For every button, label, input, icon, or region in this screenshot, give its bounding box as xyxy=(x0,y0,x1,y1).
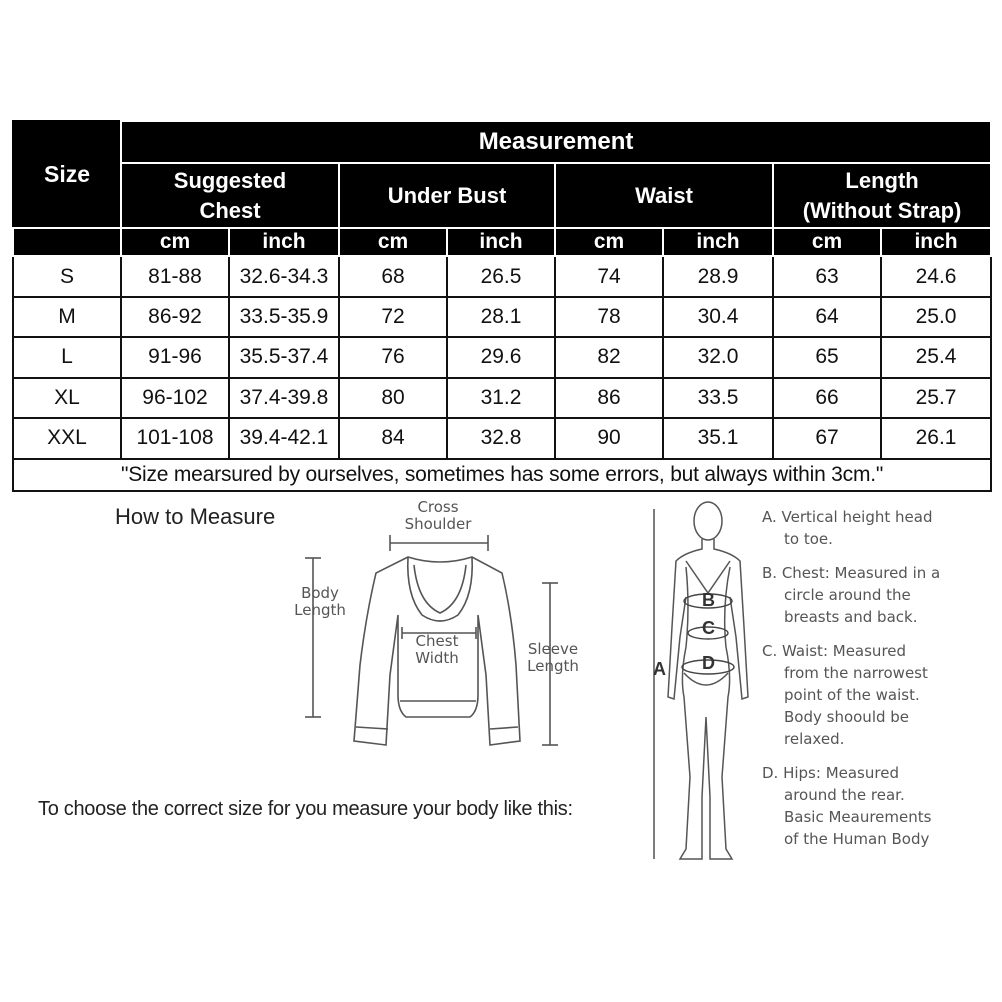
value-cell: 74 xyxy=(555,256,663,296)
size-cell: M xyxy=(13,297,121,337)
table-row xyxy=(13,378,991,418)
unit-spacer xyxy=(13,228,121,256)
length-header xyxy=(773,163,991,228)
value-cell: 35.1 xyxy=(663,418,773,458)
how-to-measure-title: How to Measure xyxy=(115,504,276,529)
table-row xyxy=(13,337,991,377)
garment-diagram xyxy=(280,495,600,765)
value-cell: 65 xyxy=(773,337,881,377)
value-cell: 84 xyxy=(339,418,447,458)
value-cell: 24.6 xyxy=(881,256,991,296)
unit-cm: cm xyxy=(339,228,447,256)
value-cell: 39.4-42.1 xyxy=(229,418,339,458)
length-header-line1: Length xyxy=(845,167,919,193)
under-bust-header: Under Bust xyxy=(339,163,555,228)
value-cell: 72 xyxy=(339,297,447,337)
value-cell: 76 xyxy=(339,337,447,377)
value-cell: 67 xyxy=(773,418,881,458)
body-length-label: Body Length xyxy=(294,584,346,619)
value-cell: 25.7 xyxy=(881,378,991,418)
value-cell: 33.5-35.9 xyxy=(229,297,339,337)
value-cell: 96-102 xyxy=(121,378,229,418)
value-cell: 63 xyxy=(773,256,881,296)
value-cell: 29.6 xyxy=(447,337,555,377)
size-cell: L xyxy=(13,337,121,377)
instruction-b: B. Chest: Measured in a circle around the breasts and back. xyxy=(762,564,941,626)
table-row xyxy=(13,418,991,458)
instruction-a: A. Vertical height head to toe. xyxy=(762,508,933,548)
measurement-instructions xyxy=(762,506,997,862)
value-cell: 28.9 xyxy=(663,256,773,296)
value-cell: 68 xyxy=(339,256,447,296)
value-cell: 91-96 xyxy=(121,337,229,377)
sleeve-length-label: Sleeve Length xyxy=(527,640,579,675)
value-cell: 86-92 xyxy=(121,297,229,337)
unit-inch: inch xyxy=(663,228,773,256)
unit-inch: inch xyxy=(881,228,991,256)
size-cell: XXL xyxy=(13,418,121,458)
size-cell: S xyxy=(13,256,121,296)
unit-inch: inch xyxy=(447,228,555,256)
value-cell: 26.5 xyxy=(447,256,555,296)
instruction-d: D. Hips: Measured around the rear. Basic Meaurements of the Human Body xyxy=(762,764,932,848)
label-c: C xyxy=(702,618,715,638)
value-cell: 32.0 xyxy=(663,337,773,377)
value-cell: 101-108 xyxy=(121,418,229,458)
choose-size-text: To choose the correct size for you measure your body like this: xyxy=(38,798,573,820)
value-cell: 37.4-39.8 xyxy=(229,378,339,418)
table-row xyxy=(13,256,991,296)
value-cell: 35.5-37.4 xyxy=(229,337,339,377)
value-cell: 66 xyxy=(773,378,881,418)
length-header-line2: (Without Strap) xyxy=(802,197,962,223)
cross-shoulder-label: Cross Shoulder xyxy=(404,498,472,533)
value-cell: 26.1 xyxy=(881,418,991,458)
label-b: B xyxy=(702,590,715,610)
unit-cm: cm xyxy=(121,228,229,256)
value-cell: 86 xyxy=(555,378,663,418)
value-cell: 32.6-34.3 xyxy=(229,256,339,296)
instruction-c: C. Waist: Measured from the narrowest point of the waist. Body shoould be relaxed. xyxy=(762,642,928,748)
chest-width-label: Chest Width xyxy=(415,632,459,667)
chest-header-line2: Chest xyxy=(199,197,261,223)
size-chart-table xyxy=(12,120,992,492)
label-a: A xyxy=(653,659,666,679)
value-cell: 80 xyxy=(339,378,447,418)
measurement-note: "Size mearsured by ourselves, sometimes has some errors, but always within 3cm." xyxy=(13,459,991,491)
value-cell: 25.0 xyxy=(881,297,991,337)
value-cell: 25.4 xyxy=(881,337,991,377)
unit-cm: cm xyxy=(773,228,881,256)
value-cell: 78 xyxy=(555,297,663,337)
value-cell: 81-88 xyxy=(121,256,229,296)
table-row xyxy=(13,297,991,337)
measurement-header: Measurement xyxy=(121,121,991,163)
value-cell: 90 xyxy=(555,418,663,458)
value-cell: 32.8 xyxy=(447,418,555,458)
value-cell: 28.1 xyxy=(447,297,555,337)
value-cell: 82 xyxy=(555,337,663,377)
size-header: Size xyxy=(13,121,121,228)
waist-header: Waist xyxy=(555,163,773,228)
value-cell: 33.5 xyxy=(663,378,773,418)
value-cell: 64 xyxy=(773,297,881,337)
label-d: D xyxy=(702,653,715,673)
unit-inch: inch xyxy=(229,228,339,256)
size-cell: XL xyxy=(13,378,121,418)
unit-cm: cm xyxy=(555,228,663,256)
sweater-illustration xyxy=(280,495,600,765)
body-figure xyxy=(640,497,760,867)
human-body-illustration xyxy=(640,497,760,867)
value-cell: 31.2 xyxy=(447,378,555,418)
chest-header xyxy=(121,163,339,228)
chest-header-line1: Suggested xyxy=(173,167,287,193)
value-cell: 30.4 xyxy=(663,297,773,337)
